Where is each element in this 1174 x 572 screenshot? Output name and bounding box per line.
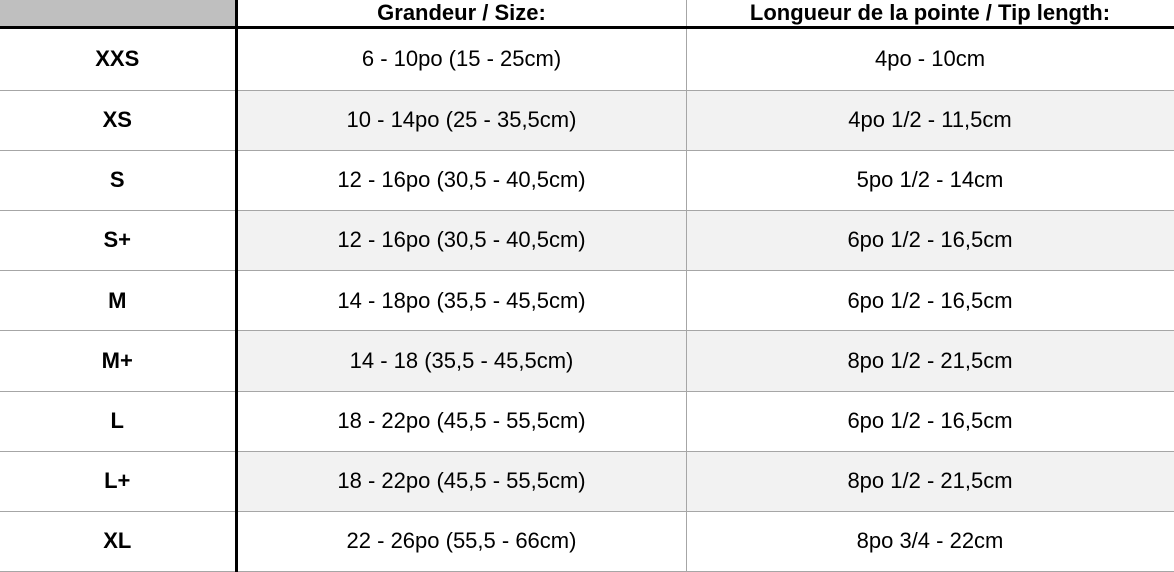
table-row [0,28,1174,90]
tip-length-cell: 6po 1/2 - 16,5cm [686,271,1174,331]
tip-length-cell: 8po 1/2 - 21,5cm [686,331,1174,391]
size-cell: M+ [0,331,236,391]
size-cell: L+ [0,451,236,511]
size-column-header: Grandeur / Size: [236,0,686,28]
tip-length-cell: 6po 1/2 - 16,5cm [686,391,1174,451]
tip-length-cell: 4po 1/2 - 11,5cm [686,90,1174,150]
size-range-cell: 14 - 18 (35,5 - 45,5cm) [236,331,686,391]
table-row [0,271,1174,331]
header-row [0,0,1174,28]
table-row [0,211,1174,271]
size-cell: S [0,150,236,210]
size-cell: L [0,391,236,451]
corner-cell [0,0,236,28]
tip-length-cell: 5po 1/2 - 14cm [686,150,1174,210]
size-range-cell: 12 - 16po (30,5 - 40,5cm) [236,150,686,210]
size-range-cell: 6 - 10po (15 - 25cm) [236,28,686,90]
table-row [0,391,1174,451]
size-range-cell: 18 - 22po (45,5 - 55,5cm) [236,451,686,511]
size-range-cell: 10 - 14po (25 - 35,5cm) [236,90,686,150]
tip-length-cell: 4po - 10cm [686,28,1174,90]
size-cell: M [0,271,236,331]
tip-length-column-header: Longueur de la pointe / Tip length: [686,0,1174,28]
size-range-cell: 14 - 18po (35,5 - 45,5cm) [236,271,686,331]
size-range-cell: 18 - 22po (45,5 - 55,5cm) [236,391,686,451]
table-row [0,150,1174,210]
size-range-cell: 12 - 16po (30,5 - 40,5cm) [236,211,686,271]
tip-length-cell: 6po 1/2 - 16,5cm [686,211,1174,271]
table-row [0,451,1174,511]
tip-length-cell: 8po 3/4 - 22cm [686,511,1174,571]
table-row [0,511,1174,571]
size-cell: S+ [0,211,236,271]
tip-length-cell: 8po 1/2 - 21,5cm [686,451,1174,511]
size-cell: XL [0,511,236,571]
table-row [0,331,1174,391]
size-range-cell: 22 - 26po (55,5 - 66cm) [236,511,686,571]
table-row [0,90,1174,150]
size-cell: XS [0,90,236,150]
size-cell: XXS [0,28,236,90]
